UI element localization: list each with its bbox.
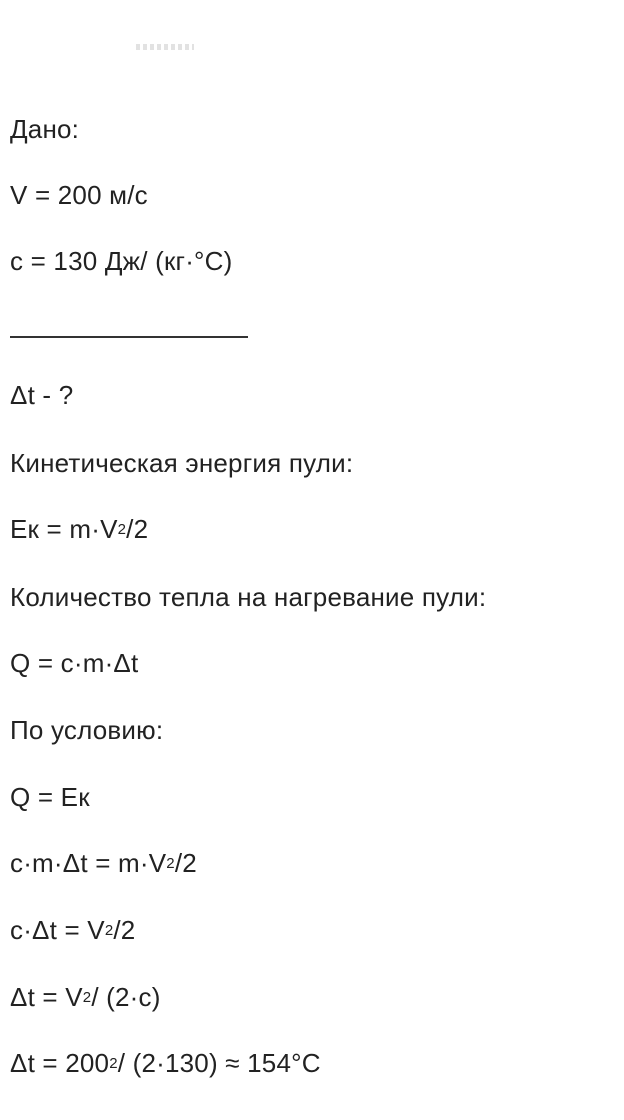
given-heading: Дано: [10,114,80,144]
heat-heading: Количество тепла на нагревание пули: [10,582,487,612]
condition-formula: Q = Eк [10,782,90,812]
find-unknown: Δt - ? [10,380,74,410]
top-scan-artifact [136,44,194,50]
kinetic-energy-heading: Кинетическая энергия пули: [10,448,354,478]
heat-formula: Q = c·m·Δt [10,648,139,678]
given-velocity: V = 200 м/с [10,180,148,210]
equation-step-2: $c\cdot\Delta t = V^2/2$ [10,915,136,945]
kinetic-energy-formula: Eк = $m\cdot V^2/2$ [10,514,149,544]
condition-heading: По условию: [10,715,164,745]
given-specific-heat: c = 130 Дж/ (кг·°С) [10,246,233,276]
final-answer: $\Delta t = 200^2/$ (2·130) ≈ 154°С [10,1048,321,1078]
equation-step-1: $c\cdot m\cdot\Delta t = m\cdot V^2/2$ [10,848,197,878]
given-divider [10,336,248,338]
equation-step-3: $\Delta t = V^2/$ (2·c) [10,982,161,1012]
